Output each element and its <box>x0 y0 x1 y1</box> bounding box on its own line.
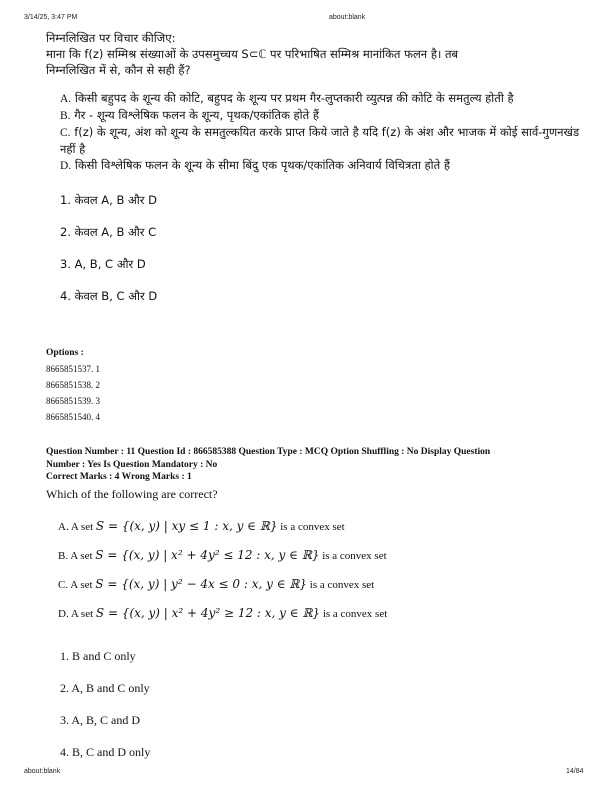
option-id: 8665851540. 4 <box>46 412 100 422</box>
option-id: 8665851537. 1 <box>46 364 100 374</box>
option-id: 8665851539. 3 <box>46 396 100 406</box>
options-block <box>46 348 100 425</box>
convex-statement-a: A. A set S = {(x, y) | xy ≤ 1 : x, y ∈ ℝ} is a convex set <box>58 519 345 533</box>
intro-line-1: निम्नलिखित पर विचार कीजिए: <box>46 31 176 45</box>
statement-list <box>46 90 586 174</box>
intro-line-2: माना कि f(z) सम्मिश्र संख्याओं के उपसमुच्चय S⊂ℂ पर परिभाषित सम्मिश्र मानांकित फलन है। तब <box>46 47 459 61</box>
set-expression: S = {(x, y) | x² + 4y² ≥ 12 : x, y ∈ ℝ} <box>95 606 321 620</box>
question-meta <box>46 446 576 484</box>
choice-4: 4. केवल B, C और D <box>60 289 158 303</box>
meta-line-2: Number : Yes Is Question Mandatory : No <box>46 459 218 470</box>
print-datetime: 3/14/25, 3:47 PM <box>24 14 78 21</box>
set-expression: S = {(x, y) | x² + 4y² ≤ 12 : x, y ∈ ℝ} <box>95 548 320 562</box>
choice-1: 1. केवल A, B और D <box>60 193 158 207</box>
statement-a: A. किसी बहुपद के शून्य की कोटि, बहुपद के शून्य पर प्रथम गैर-लुप्तकारी व्युत्पन्न की कोटि के समतुल्य होती है <box>60 91 514 105</box>
answer-choices-q2 <box>60 640 150 768</box>
answer-choices <box>46 184 586 312</box>
set-expression: S = {(x, y) | y² − 4x ≤ 0 : x, y ∈ ℝ} <box>95 577 308 591</box>
statement-d: D. किसी विश्लेषिक फलन के शून्य के सीमा बिंदु एक पृथक/एकांतिक अनिवार्य विचित्रता होते हैं <box>60 158 450 172</box>
choice-3: 3. A, B, C and D <box>60 713 141 727</box>
intro-line-3: निम्नलिखित में से, कौन से सही हैं? <box>46 63 191 77</box>
set-expression: S = {(x, y) | xy ≤ 1 : x, y ∈ ℝ} <box>95 519 278 533</box>
convex-statement-b: B. A set S = {(x, y) | x² + 4y² ≤ 12 : x, y ∈ ℝ} is a convex set <box>58 548 387 562</box>
convex-statement-c: C. A set S = {(x, y) | y² − 4x ≤ 0 : x, y ∈ ℝ} is a convex set <box>58 577 375 591</box>
options-title: Options : <box>46 348 84 358</box>
meta-line-3: Correct Marks : 4 Wrong Marks : 1 <box>46 472 192 482</box>
page-number: 14/84 <box>566 768 584 775</box>
statement-b: B. गैर - शून्य विश्लेषिक फलन के शून्य, पृथक/एकांतिक होते हैं <box>60 108 319 122</box>
statement-c: C. f(z) के शून्य, अंश को शून्य के समतुल्कयित करके प्राप्त किये जाते है यदि f(z) के अंश और भाजक में कोई सार्व-गुणनखंड नहीं है <box>60 125 580 156</box>
choice-3: 3. A, B, C और D <box>60 257 146 271</box>
convex-statement-d: D. A set S = {(x, y) | x² + 4y² ≥ 12 : x, y ∈ ℝ} is a convex set <box>58 606 388 620</box>
print-title: about:blank <box>329 14 366 21</box>
convex-statements <box>58 512 578 628</box>
question-hindi <box>46 30 586 312</box>
question-title: Which of the following are correct? <box>46 487 218 501</box>
option-id: 8665851538. 2 <box>46 380 100 390</box>
choice-1: 1. B and C only <box>60 649 136 663</box>
choice-2: 2. केवल A, B और C <box>60 225 157 239</box>
footer-url: about:blank <box>24 768 61 775</box>
choice-4: 4. B, C and D only <box>60 745 151 759</box>
choice-2: 2. A, B and C only <box>60 681 150 695</box>
meta-line-1: Question Number : 11 Question Id : 866585388 Question Type : MCQ Option Shuffling : No Display Question <box>46 447 491 457</box>
